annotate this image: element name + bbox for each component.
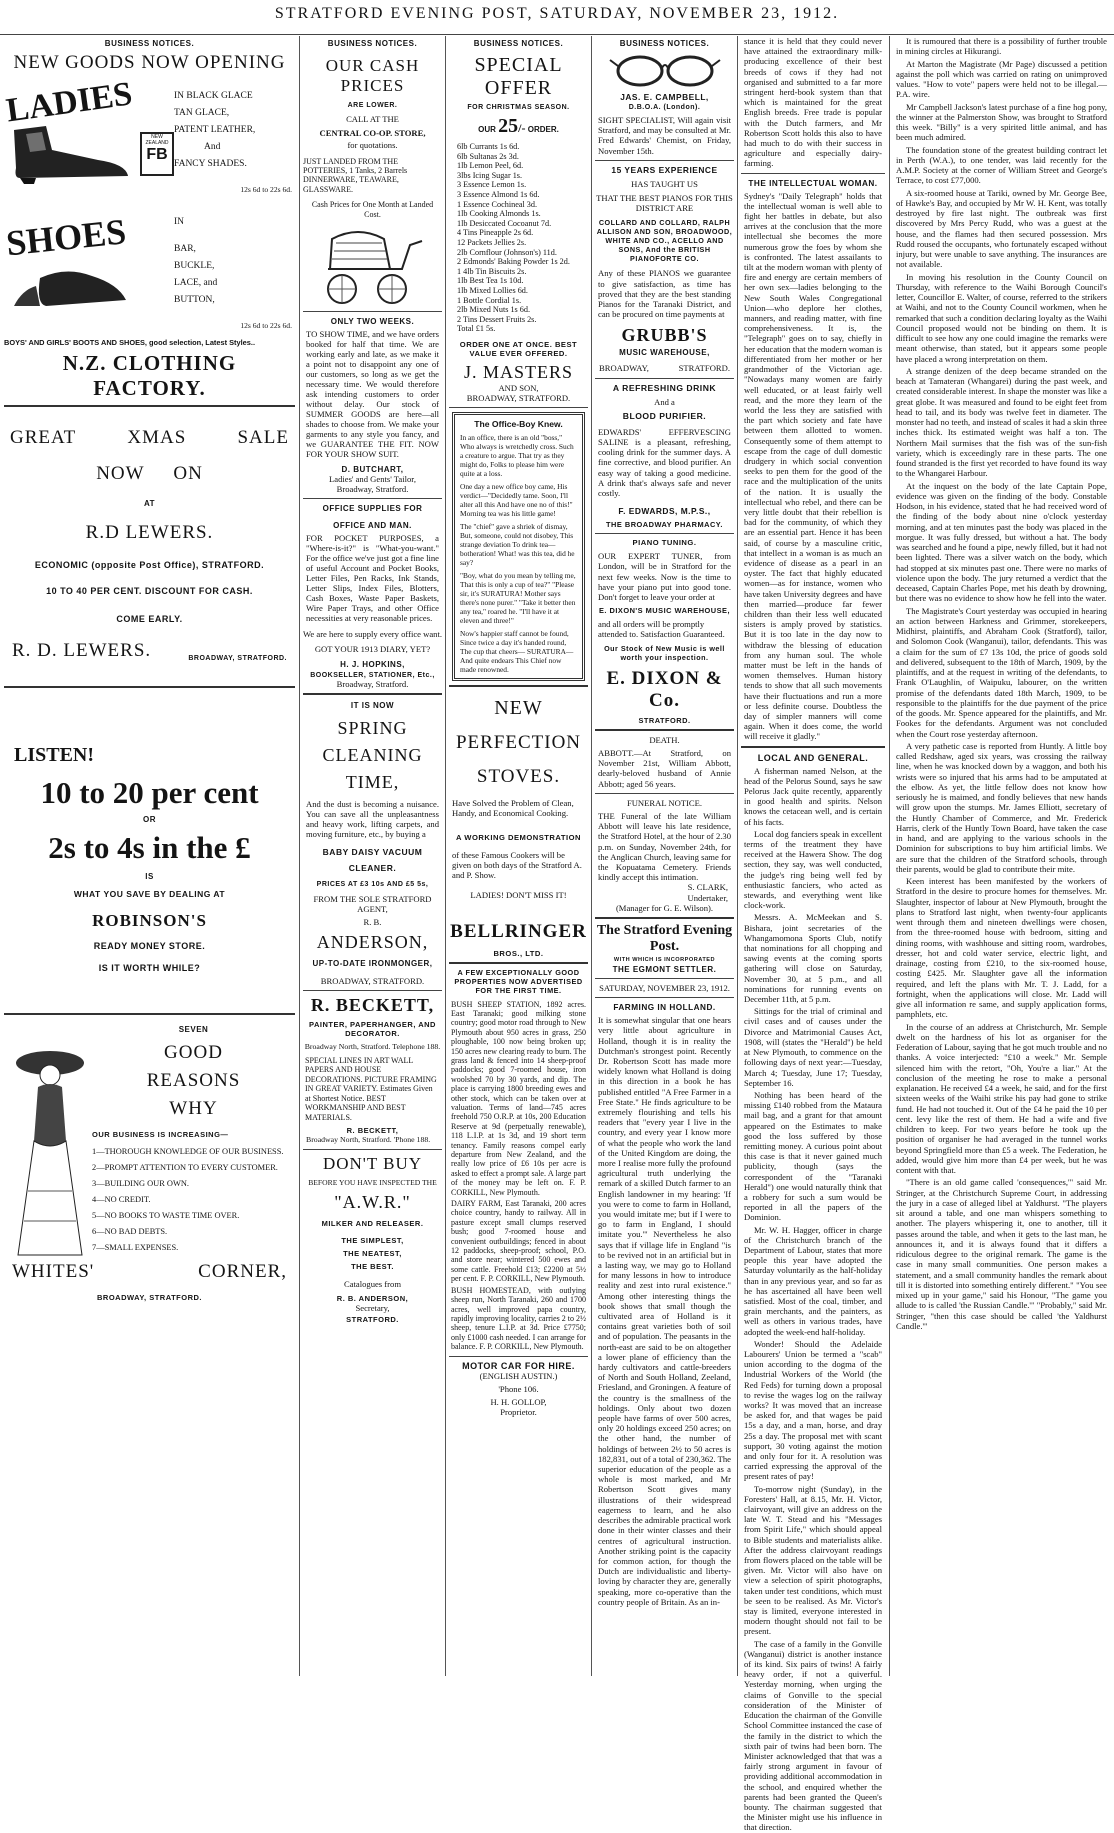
news-paragraph: Mr Campbell Jackson's latest purchase of a fine hog pony, the winner at the Palmerston Show, was brought to Stratford this week. "Billy" is a very spirited little animal, and has been much admired. [896,101,1107,143]
tagline: THE NEATEST, [343,1249,402,1259]
robinsons-ad [4,744,295,973]
product-type: MILKER AND RELEASER. [321,1219,424,1229]
title: Proprietor. [500,1407,537,1418]
style-list [174,88,292,334]
trade: PAINTER, PAPERHANGER, AND DECORATOR. [309,1019,436,1038]
column-6 [893,36,1110,1676]
grocery-item: 2 Tins Dessert Fruits 2s. [457,314,537,324]
poem-verse: One day a new office boy came, His verdict—"Decidedly tame. Soon, I'll alter all this And have one no of this!" Morning tea was his little game! [460,482,573,519]
trade: Ladies' and Gents' Tailor, [329,474,416,485]
column-rule [737,36,738,1676]
ad-headline: SPECIAL [474,54,563,76]
news-paragraph: The foundation stone of the greatest building contract let in Perth (W.A.), to one tender, was laid recently for the A.M.P. Society at the corner of William Street and George's Terrace, to cost £77,000. [896,144,1107,186]
section-label: BUSINESS NOTICES. [619,39,710,48]
news-paragraph: At the inquest on the body of the late Captain Pope, evidence was given on the finding of the body. Constable Hodson, in his evidence, stated that he had received word of the finding of the body about nine o'clock yesterday morning, and at ten minutes past the body was placed in the morgue. It was fully dressed, but without a hat. The body was searched and he found a pipe, newly filled, but it had not been lighted. There was a silver watch on the body, which had stopped at six minutes past one. There were no marks of violence upon the body. The jury returned a verdict that the deceased, Captain Charles Pope, met his death by drowning, but there was no evidence to show how he fell into the water. [896,480,1107,604]
ad-headline: GOOD [164,1042,223,1063]
ad-headline: STOVES. [476,766,561,788]
local-news-list [744,766,882,1833]
grocery-item: 3 Essence Lemon 1s. [457,180,527,190]
signature: (Manager for G. E. Wilson). [615,902,714,913]
bros: BROS., LTD. [493,948,544,958]
incorporated-line: WITH WHICH IS INCORPORATED [613,956,716,963]
shop: THE BROADWAY PHARMACY. [606,520,723,530]
ad-body: Have Solved the Problem of Clean, Handy, and Economical Cooking. [452,798,574,819]
headline-word: NOW [96,463,145,484]
brand-badge [140,132,174,176]
section-label: BUSINESS NOTICES. [104,39,195,48]
advertiser-name: ANDERSON, [316,931,429,952]
ad-body: and all orders will be promptly attended to. Satisfaction Guaranteed. [598,619,725,640]
address: Broadway North, Stratford. Telephone 188. [304,1041,441,1051]
grocery-item: 1lb Cooking Almonds 1s. [457,209,541,219]
property-listing: BUSH HOMESTEAD, with outlying sheep run, North Taranaki, 260 and 1700 acres, well improved papa country, rapidly improving locality, carries 2 to 2½ sheep, tenure L.I.P. at 3d. Price £7750; only £1000 cash needed. I can arrange for balance. F. P. CORKILL, New Plymouth. [451,1285,587,1352]
grocery-item: 1lb Best Tea 1s 10d. [457,276,524,286]
ad-body: And the dust is becoming a nuisance. You can save all the unpleasantness and heavy work, lifting carpets, and moving furniture, etc., by buying a [306,799,439,840]
ad-headline: PRICES [340,76,405,95]
firm-row [12,1261,287,1283]
cash-notice: Cash Prices for One Month at Landed Cost. [311,200,434,219]
product-name: "A.W.R." [334,1192,411,1213]
qualification: D.B.O.A. (London). [628,104,701,111]
coop-ad [303,56,442,307]
address: Broadway, Stratford. [336,678,409,689]
grocery-item: 3lbs Icing Sugar 1s. [457,170,523,180]
section-label: BUSINESS NOTICES. [327,39,418,48]
grocery-item: 6lb Sultanas 2s 3d. [457,151,519,161]
poem-title: The Office-Boy Knew. [474,419,563,430]
news-paragraphs [896,36,1107,1331]
style-item: IN [174,217,185,227]
store-name: CENTRAL CO-OP. STORE, [319,128,426,139]
boys-girls-line: BOYS' AND GIRLS' BOOTS AND SHOES, good selection, Latest Styles.. [4,338,256,347]
news-paragraph: At Marton the Magistrate (Mr Page) discussed a petition against the poll which was carried on rating on unimproved values. "How to vote" papers were held not to be illegal.—P.A. wire. [896,58,1107,100]
is-label: IS [145,872,154,881]
trade: UP-TO-DATE IRONMONGER, [312,958,433,968]
or-label: OR [143,815,156,824]
style-item: BUTTON, [174,295,215,305]
phone: 'Phone 106. [498,1383,539,1394]
price: 12s 6d to 22s 6d. [240,185,292,194]
tagline: THE SIMPLEST, [341,1236,404,1246]
order-label: ORDER. [527,125,559,134]
news-paragraph: In the course of an address at Christchurch, Mr. Semple dwelt on the hardness of his lot as organiser for the Federation of Labour, saying that he got much trouble and no thanks. A voice interjected: "£10 a week." Mr. Semple silenced him with the retort, "Oh, You're a liar." At the conclusion of the meeting he rose to make a personal explanation. He received £4 a week, he said, and for the first sixteen weeks of the Waihi strike his pay had gone to strike fund. He had not touched it. Out of the £4 he paid the 10 per cent. levy like the rest of them. He had a wife and five children to keep. For two years before he took up the position of organiser he had averaged in the tunnel works beyond Springfield more than £5 a week. The Federation, he added, would give him more than £4 per week, but he was content with that. [896,1021,1107,1175]
advertiser-name: GRUBB'S [621,325,708,346]
news-paragraph: Wonder! Should the Adelaide Labourers' Union be termed a "scab" union according to the dogma of the Industrial Workers of the World (the Red Feds) for turning down a proposal to revise the wages log on the railway works? It was moved that an increase be asked for, and that wages be paid 15s a day, and a man, horse, and dray 25s a day. The proposal met with scant support, 30 voting against the motion and only four for it. A resolution was carried expressing the approval of the present rates of pay! [744,1338,882,1482]
column-5 [741,36,885,1833]
beckett-ad [303,995,442,1145]
article-heading: THE INTELLECTUAL WOMAN. [748,178,878,188]
advertiser-name: E. DIXON & Co. [606,667,723,711]
advertiser-name: N.Z. CLOTHING FACTORY. [62,351,237,400]
news-paragraph: It is rumoured that there is a possibility of further trouble in mining circles at Hikurangi. [896,36,1107,57]
shoes-lettering: SHOES [4,211,128,264]
sub-line: HAS TAUGHT US [631,178,698,189]
headline-word: ON [173,463,203,484]
shop: E. DIXON'S MUSIC WAREHOUSE, [598,606,731,616]
column-rule [889,36,890,1676]
column-3 [449,36,588,1676]
grubbs-ad [595,165,734,374]
offer-line: ORDER ONE AT ONCE. BEST VALUE EVER OFFERED. [459,339,578,358]
address: BROADWAY, [599,363,649,374]
issue-date: SATURDAY, NOVEMBER 23, 1912. [599,982,730,993]
ad-headline: CLEANING [322,745,423,766]
advertiser-name: R. B. ANDERSON, [336,1293,409,1303]
advertiser-name: H. J. HOPKINS, [340,659,405,669]
ad-headline [4,427,295,449]
lady-illustration-icon [8,1041,92,1261]
demo-headline: A WORKING DEMONSTRATION [456,832,581,842]
grocery-item: 1 Essence Cochineal 3d. [457,199,538,209]
reason-item: 7—SMALL EXPENSES. [92,1243,179,1252]
butchart-ad [303,317,442,494]
come-early: COME EARLY. [116,614,183,624]
property-listing: BUSH SHEEP STATION, 1892 acres. East Taranaki; good milking stone country; good motor road through to New Plymouth about 950 acres in grass, 250 ploughable, 100 now being broken up; 150 acres new clearing ready to burn. The grass land & fenced into 14 sheep-proof paddocks; good 7-roomed house, iron woolshed 70 by 30 yards, and dip. The place is carrying 1800 breeding ewes and other stock, which can be taken over at valuation. Terms of land—745 acres freehold 750 O.R.P. at 10s, 200 Education Reserve at 9d (perpetually renewable), 118 L.I.P. at 1s 3d, and 19 short term tenancy. Family reasons compel early departure from New Zealand, and the really low price of £6 10s per acre is asked to effect a prompt sale. A large part of the money may be left on. F. P. CORKILL, New Plymouth. [451,999,586,1197]
demo-body: of these Famous Cookers will be given on both days of the Stratford A. and P. Show. [452,849,582,881]
advertiser-name: R.D LEWERS. [85,522,214,543]
ad-headline [4,463,295,485]
edwards-ad [595,383,734,530]
grocery-item: Total £1 5s. [457,324,496,334]
column-rule [591,36,592,1676]
sub-line: THAT THE BEST PIANOS FOR THIS DISTRICT ARE [596,193,733,214]
news-paragraph: A fisherman named Nelson, at the head of the Pelorus Sound, says he saw Pelorus Jack quite recently, apparently in good health and spirits. Nelson knows the cetacean well, and is certain of his facts. [744,765,882,827]
ad-body: OUR EXPERT TUNER, from London, will be in Stratford for the next few weeks. Now is the time to have your piano put into good tone. Don't forget to leave your order at [598,551,731,603]
miss-line: LADIES! DON'T MISS IT! [470,890,567,901]
sub-line: (ENGLISH AUSTIN.) [479,1370,558,1381]
news-paragraph: "There is an old game called 'consequences,'" said Mr. Stringer, at the Christchurch Supreme Court, in addressing the jury in a case of alleged libel at Yaldhurst. "The players sit around a table, and one man whispers something to another. The players whispering it, one to another, till it passes around the table, and when it gets to the last man, he announces it, and it is always found that it differs a ridiculous degree to the original remark. The game is the case in many small communities. One person makes a statement, and a small community handles the remark about till it is distorted into something entirely different." "You see mixed up in your game," said his Honour, "The game you allude to is called 'the Russian Candle.'" "Probably," said Mr. Stringer, "then this case should be called 'the Yaldhurst Candle.'" [896,1177,1107,1331]
news-paragraph: A six-roomed house at Tariki, owned by Mr. George Bee, of Hawke's Bay, and occupied by Mr W. H. Kent, was totally destroyed by fire last night. The outbreak was first discovered by Mrs Percy Rudd, who was a guest at the house, and the flames had then secured possession. Mrs Rudd roused the occupants, who fortunately escaped without injury, but were unable to save anything. The insurances are not available. [896,187,1107,270]
poem-verse: Now's happier staff cannot be found, Since twice a day it's handed round, The cup that cheers— SURATURA— And quite endears This Chief now made renowned. [460,629,574,675]
stock-line: Our Stock of New Music is well worth your inspection. [604,643,725,662]
news-paragraph: Local dog fanciers speak in excellent terms of the treatment they have received at the Hawera Show. The dog section, they say, was well conducted, the judge's ring being well fed by enthusiastic fanciers, who acted as stewards, and everything went like clock-work. [744,828,882,911]
grocery-list [457,142,580,334]
prices: PRICES AT £3 10s AND £5 5s, [316,881,429,889]
shoe-illustration-icon [6,256,132,314]
ad-body: TO SHOW TIME, and we have orders booked for half that time. We are working early and late, as we make it a point not to disappoint any one of our customers, so long as we get the necessary time. We would therefore ask intending customers to order without delay. Our stock of SUMMER GOODS are here—all shades to choose from. We make your garments to any style you fancy, and we GUARANTEE THE FIT. NOW FOR YOUR SHOW SUIT. [306,329,439,460]
catalogue-line: Catalogues from [343,1279,402,1290]
advertiser-name: F. EDWARDS, M.P.S., [618,506,711,517]
ladies-lettering: LADIES [3,75,135,130]
death-notice [595,735,734,789]
price: 12s 6d to 22s 6d. [240,321,292,330]
address: Broadway, Stratford. [336,484,409,495]
advertiser-name: R. BECKETT, [310,994,435,1015]
news-paragraph: A very pathetic case is reported from Huntly. A little boy called Redshaw, aged six years, was crossing the railway line, when he was knocked down by a waggon, and both his wrists were so injured that his arms had to be amputated at the elbow. As yet, the little fellow does not know how seriously he is maimed, and fondly believes that new hands will grow upon the stumps. Mr. James Elliott, secretary of the Huntly Chamber of Commerce, and Mr. Frederick Harris, clerk of the Huntly Town Board, have taken the case in hand, and are applying to the various schools in the Dominion for subscriptions to buy him artificial limbs. We are sure that the children of the Stratford schools, through their parents, would be glad to contribute their mite. [896,740,1107,874]
advertiser-name: CORNER, [198,1261,287,1282]
sub-line: And a [654,396,675,407]
product: CLEANER. [348,863,397,874]
ad-headline: OFFICE SUPPLIES FOR [322,504,423,514]
discount-range: 2s to 4s in the £ [48,830,251,865]
advertiser-name: H. H. GOLLOP, [490,1396,547,1407]
grocery-item: 2lb Cornflour (Johnson's) 11d. [457,247,557,257]
order-number: 25 [498,115,519,137]
nz-clothing-ad [4,52,295,401]
ad-headline: SPRING [337,718,408,739]
and-son: AND SON, [498,382,539,393]
notice-heading: FUNERAL NOTICE. [626,797,703,808]
signature: S. CLARK, [687,882,728,893]
advertiser-name: D. BUTCHART, [341,465,404,475]
advertiser-name: JAS. E. CAMPBELL, [620,92,709,102]
signature: R. BECKETT, [346,1125,399,1135]
ad-headline: REASONS [146,1070,241,1091]
reason-item: 2—PROMPT ATTENTION TO EVERY CUSTOMER. [92,1163,278,1172]
initials: R. B. [363,917,382,928]
grocery-item: 1lb Desiccated Cocoanut 7d. [457,218,552,228]
address: STRATFORD. [678,363,730,374]
discount: 10 TO 40 PER CENT. DISCOUNT FOR CASH. [46,586,253,596]
article-body: It is somewhat singular that one hears very little about agriculture in Holland, though it is in reality the Dutchman's strongest point. Recently Dr. Robertson Scott has made more widely known what Holland is doing in this direction in a book he has published entitled "A Free Farmer in a Free State." He finds agriculture to be extremely flourishing and tells his readers that "every year I live in the country, and every year I know more of what the people who work the land of the United Kingdom are doing, the more I realise more fully the profound agricultural truth underlying the remark of a skilled Dutch farmer to an English landowner in my hearing: 'If you were to come to farm in Holland, you would imitate me; but if I were to go to farm in England, I should imitate you.'" Nevertheless he also says that if village life in England "is to be revived not in an artificial but in a lasting way, we may go to Holland for many lessons in how to introduce reality and zest into rural existence." Among other interesting things the book shows that small though the cultivated area of Holland is it contains great varieties both of soil and of population. The peasants in the north-east are said to be on altogether a lower plane of efficiency than the hardy cultivators and cattle-breeders of North and South Holland, Zeeland, Friesland, and Groningen. A feature of the country is the smallness of the holdings. Only about two dozen people have farms of over 500 acres, only 20 holdings exceed 250 acres; on the other hand, the number of holdings of between 2½ to 50 acres is 182,831, out of a total of 230,362. The superior education of the people as a whole is most marked, and Mr Robertson Scott gives many illustrations of their widespread eagerness to learn, and he also describes the admirable practical work done in their winter classes and their centres of agricultural instruction. Another striking point is the capacity for common action, for though the Dutch are individualistic and liberty-loving by character they are, generally speaking, more co-operative than the country people of Britain. As an in- [598,1015,731,1607]
address: BROADWAY, STRATFORD. [96,1293,202,1302]
ad-body: Any of these PIANOS we guarantee to give satisfaction, as time has proved that they are the best standing Pianos for the Taranaki District, and can be procured on time payments at [598,268,731,320]
bellringer-ad [449,697,588,957]
address: STRATFORD. [346,1314,399,1324]
whites-ad [4,1025,295,1302]
news-paragraph: The Magistrate's Court yesterday was occupied in hearing an action between Harkness and Grimmer, storekeepers, Midhirst, plaintiffs, and Abraham Cook (Stratford), tailor, and Solomon Cook (Wanganui), tailor, defendants. This was a claim for the sum of £7 13s 10d, the price of goods sold and delivered, subsequent to the 18th of March, 1909, by the plaintiffs, and at the request in writing of the defendants, to Frank O'Laughlin, of Waipuku, labourer, on the written promise of the defendants dated 18th March, 1909, to be responsible to the plaintiffs for the due payment of the price of the goods. Mr. Spence appeared for the plaintiffs, and Mr. Fookes for the defendants. Argument was not concluded when the Court rose yesterday afternoon. [896,605,1107,739]
style-item: BUCKLE, [174,261,215,271]
ad-headline: A FEW EXCEPTIONALLY GOOD PROPERTIES NOW ADVERTISED FOR THE FIRST TIME. [454,967,583,995]
reason-item: 6—NO BAD DEBTS. [92,1227,168,1236]
news-paragraph: Mr. W. H. Hagger, officer in charge of the Christchurch branch of the Department of Labour, states that more people this year have adopted the Saturday voluntarily as the half-holiday than in any previous year, and so far as he has ascertained all have been well satisfied. Most of the coal, timber, and grain merchants, and the painters, as well as others in various trades, have adopted the week-end half-holiday. [744,1224,882,1337]
ad-headline: 15 YEARS EXPERIENCE [611,164,718,175]
grocery-item: 6lb Currants 1s 6d. [457,142,520,151]
reasons-list [92,1147,295,1253]
column-rule [299,36,300,1676]
ad-headline: MOTOR CAR FOR HIRE. [462,1360,575,1371]
ad-headline: TIME, [345,772,400,793]
shop: MUSIC WAREHOUSE, [619,348,710,358]
save-line: WHAT YOU SAVE BY DEALING AT [73,889,226,899]
masters-ad [449,54,588,403]
agent-line: FROM THE SOLE STRATFORD AGENT, [313,894,432,915]
address: BROADWAY, STRATFORD. [188,655,287,662]
product: BABY DAISY VACUUM [322,847,423,858]
anderson-ad [303,701,442,986]
ad-headline: LISTEN! [14,744,95,766]
order-line: OUR 25/- ORDER. [478,115,559,137]
column-4 [595,36,734,1676]
news-paragraph: A strange denizen of the deep became stranded on the beach at Tamateran (Whangarei) during the past week, and created considerable interest. In shape the monster was like a great globe. It was measured and found to be eight feet from head to tail, and its body was twelve feet in diameter. The monster had no teeth, and instead of scales it had a skin three inches thick. Its estimated weight was half a ton. The Northern Mail surmises that the fish was of the sun-fish variety, which is exceedingly rare in these parts. The one found stranded is the first yet recorded to have found its way to the Whangarei Harbour. [896,365,1107,479]
awr-ad [303,1154,442,1324]
ad-body: FOR POCKET PURPOSES, a "Where-is-it?" is "What-you-want." For the office we've just got a fine line of useful Account and Pocket Books, Letter Files, Pen Racks, Ink Stands, Letter Slips, Index Files, Blotters, Cash Boxes, Waste Paper Baskets, Wire Paper Trays, and other Office necessities at very reasonable prices. [306,533,439,624]
news-paragraph: Messrs. A. McMeekan and S. Bishara, joint secretaries of the Whangamomona Sports Club, notify that nominations for all chopping and sawing events at the coming sports gathering will close on Saturday, November 30, at 5 p.m., and all nominations for running events on December 11th, at 5 p.m. [744,912,882,1005]
sub-line: IT IS NOW [350,701,395,711]
poem-verse: "Boy, what do you mean by telling me, That this is only a cup of tea?" "Please sir, it's SURATURA! Mother says there's none purer." "Take it better then any tea," roared he. "I'll have it at eleven and three!" [460,571,576,626]
discount-range: 10 to 20 per cent [40,775,259,810]
paper-title: The Stratford Evening Post. [596,922,733,954]
headline-word: XMAS [127,427,187,448]
address: BROADWAY, STRATFORD. [320,975,425,986]
ad-headline: ONLY TWO WEEKS. [330,317,415,327]
signature-row [12,640,287,662]
paper-nameplate [595,923,734,998]
section-label: BUSINESS NOTICES. [473,39,564,48]
style-item: BAR, [174,244,196,254]
ad-headline: NEW [494,697,543,720]
order-label: OUR [478,125,496,134]
grocery-item: 3 Essence Almond 1s 6d. [457,189,540,199]
ad-headline: OFFICE AND MAN. [333,521,412,531]
supply-line: We are here to supply every office want. [303,629,442,640]
ad-headline: PIANO TUNING. [632,538,697,548]
advertiser-name: R. D. LEWERS. [12,640,152,661]
address: ECONOMIC (opposite Post Office), STRATFORD. [34,560,265,570]
ad-headline: PERFECTION [455,732,582,754]
article-heading: FARMING IN HOLLAND. [613,1003,716,1013]
grocery-item: 1 4lb Tin Biscuits 2s. [457,266,527,276]
grocery-item: 12 Packets Jellies 2s. [457,237,527,247]
increasing-line: OUR BUSINESS IS INCREASING— [92,1130,229,1139]
headline-word: SALE [237,427,289,448]
notice-heading: DEATH. [649,734,680,745]
news-paragraph: Nothing has been heard of the missing £140 robbed from the Mataura mail bag, and a grant for that amount appeared on the Estimates to make good the loss suffered by those remitting money. A curious point about this case is that it never gained much publicity, though (says the correspondent of the "Taranaki Herald") one would naturally think that a robbery for such a sum would be reported in all the papers of the Dominion. [744,1089,882,1223]
sub-line: BEFORE YOU HAVE INSPECTED THE [308,1178,437,1188]
ad-headline: BLOOD PURIFIER. [622,410,707,421]
ad-body: SIGHT SPECIALIST, Will again visit Stratford, and may be consulted at Mr. Fred Edwards' Chemist, on Friday, November 15th. [598,115,731,156]
address: STRATFORD. [638,715,691,725]
grocery-item: 1lb Mixed Lollies 6d. [457,285,528,295]
hopkins-ad [303,504,442,689]
ad-headline: A REFRESHING DRINK [612,382,717,393]
news-paragraph: The case of a family in the Gonville (Wanganui) district is another instance of its kind. Six pairs of twins! A fairly heavy order, if not a quiverful. Yesterday morning, when urging the claims of Gonville to the special consideration of the Minister of Education the chairman of the Gonville School Committee instanced the case of the family in the district to which the sixth pair of twins had been born. The Minister acknowledged that that was a fairly strong argument in favour of providing additional accommodation in the school, and enquired whether the parents had been granted the Queen's bounty. The chairman suggested that the Minister might use his influence in that direction. [744,1638,882,1833]
store-type: READY MONEY STORE. [93,941,206,951]
article-heading: LOCAL AND GENERAL. [757,752,869,763]
news-paragraph: Keen interest has been manifested by the workers of Stratford in the desire to procure homes for themselves. Mr. Slaughter, inspector of labour at New Plymouth, brought the plans to Stratford last night, when twenty-four applicants went through them and nineteen dwellings were chosen, from the three-roomed house with bedroom, sitting and dining rooms, with washhouse and sitting room, wardrobes, dresser, hot and cold water service, electric light, and drainage, costing from £210, to the six-roomed house, costing £425. Mr. Slaughter gave all the information required, and left the plans with Mr. T. J. Ladd, for a fortnight, when the applications will close. Mr. Ladd will give all information re same, and supply application forms, pamphlets, etc. [896,876,1107,1020]
notice-body: ABBOTT.—At Stratford, on November 21st, William Abbott, dearly-beloved husband of Annie Abbott; aged 56 years. [598,747,731,789]
corkill-ad [449,968,588,1352]
address-row [599,363,730,373]
spectacles-illustration-icon [610,54,720,88]
style-item: LACE, and [174,278,218,288]
style-item: IN BLACK GLACE [174,91,253,101]
style-item: TAN GLACE, [174,108,230,118]
brand-badge-mark: FB [146,146,168,163]
address: Broadway North, Stratford. 'Phone 188. [306,1134,431,1144]
sub-line: FOR CHRISTMAS SEASON. [467,104,570,111]
dixon-ad [595,538,734,724]
news-paragraph: To-morrow night (Sunday), in the Foresters' Hall, at 8.15, Mr. H. Victor, clairvoyant, will give an address on the late W. T. Stead and his "Messages from Spirit Life," which should appeal to Bible students and materialists alike. After the address clairvoyant readings from flowers placed on the table will be given. Mr. Victor will also have on view a selection of spirit photographs, taken under test conditions, which must be seen to be realised. As Mr. Victor's stay is limited, everyone interested in modern thought should not fail to be present. [744,1483,882,1637]
landed-notice: JUST LANDED FROM THE POTTERIES, 1 Tanks, 2 Barrels DINNERWARE, TEAWARE, GLASSWARE. [303,156,408,194]
advertiser-name: J. MASTERS [463,361,574,382]
ad-headline: OUR CASH [325,56,420,75]
trade: BOOKSELLER, STATIONER, Etc., [310,671,435,679]
ad-headline: DON'T BUY [322,1154,423,1174]
article-continuation: stance it is held that they could never have attained the extraordinary milk-producing excellence of their best breeds of cows if they had not organised and submitted to a far more stringent herd-book system than that which is maintained for the great English breeds. Free trade is popular with the Dutch farmers, and Mr Robertson Scott holds this also to have had much to do with their success in agriculture and especially dairy-farming. [744,36,882,169]
pram-illustration-icon [318,225,428,307]
diary-line: GOT YOUR 1913 DIARY, YET? [314,643,431,654]
lewers-ad [4,427,295,662]
style-item: FANCY SHADES. [174,159,247,169]
ad-headline: OFFER [484,77,553,99]
advertiser-name: ROBINSON'S [92,911,207,930]
style-item: And [204,142,221,152]
sub-line: CALL AT THE [346,114,399,124]
gollop-ad [449,1361,588,1418]
poem-verse: In an office, there is an old "boss," Who always is wretchedly cross. Such a creature to argue. That try as they might do, Folks to please him were quite at a loss. [460,433,574,479]
reason-item: 1—THOROUGH KNOWLEDGE OF OUR BUSINESS. [92,1147,284,1156]
reason-item: 3—BUILDING OUR OWN. [92,1179,189,1188]
sub-line: ARE LOWER. [347,102,398,109]
grocery-item: 2lb Mixed Nuts 1s 6d. [457,305,531,315]
seven-label: SEVEN [178,1025,209,1034]
grocery-item: 1 Bottle Cordial 1s. [457,295,522,305]
brand-badge-text: NEW ZEALAND [145,134,169,146]
reason-item: 4—NO CREDIT. [92,1195,151,1204]
ad-headline: NEW GOODS NOW OPENING [13,52,286,73]
news-paragraph: In moving his resolution in the County Council on Thursday, with reference to the Waihi Borough Council's letter, Councillor E. Walter, of course, referred to the strikers at Waihi, and not to the County Council workmen, when he remarked that such a condition declaring loyalty as the Waihi Council proposed would not be binding on them. It is difficult to see how any one could imagine the remarks were meant otherwise, than stated, but it appears some people have placed a wrong interpretation on them. [896,271,1107,364]
column-1 [4,36,295,1676]
advertiser-name: WHITES' [12,1261,95,1282]
column-rule [445,36,446,1676]
poem-verse: The "chief" gave a shriek of dismay, But, someone, could not disobey, This strange deviation To drink tea—botheration! What! was this tea, did he say? [460,522,575,568]
ad-body: EDWARDS' EFFERVESCING SALINE is a pleasant, refreshing, cooling drink for the summer days. A fine corrective, and blood purifier. An easy way of taking a good medicine. A drink that's always safe and never costly. [598,426,731,499]
grocery-item: 2 Edmonds' Baking Powder 1s 2d. [457,257,570,267]
reason-item: 5—NO BOOKS TO WASTE TIME OVER. [92,1211,240,1220]
property-listing: DAIRY FARM, East Taranaki, 200 acres choice country, handy to railway. All in pasture except small clumps reserved bush; good 7-roomed house and convenient outbuildings; fenced in about 12 paddocks, sheep-proof; school, P.O. and store near; wintered 500 ewes and some cattle. Freehold £13; £2200 at 5½ per cent. F. P. CORKILL, New Plymouth. [451,1199,586,1284]
column-2 [303,36,442,1676]
campbell-ad [595,54,734,156]
ad-body: SPECIAL LINES IN ART WALL PAPERS AND HOUSE DECORATIONS. PICTURE FRAMING IN GREAT VARIETY. Estimates Given at Shortest Notice. BEST WORKMANSHIP AND BEST MATERIALS. [305,1056,437,1122]
news-paragraph: Sittings for the trial of criminal and civil cases and of causes under the Divorce and Matrimonial Causes Act, 1908, will (states the "Herald") be held at New Plymouth, to commence on the following days of next year:—Tuesday, March 4; Tuesday, June 17; Tuesday, September 16. [744,1006,882,1088]
grocery-item: 4 Tins Pineapple 2s 6d. [457,228,534,238]
sub-line: for quotations. [347,140,398,151]
style-item: PATENT LEATHER, [174,125,256,135]
poem-box [452,412,585,681]
ad-headline: WHY [169,1098,218,1119]
masthead: STRATFORD EVENING POST, SATURDAY, NOVEMBER 23, 1912. [0,0,1114,35]
maker-list: COLLARD AND COLLARD, RALPH ALLISON AND SON, BROADWOOD, WHITE AND CO., ACELLO AND SONS, And the BRITISH PIANOFORTE CO. [596,218,733,264]
tagline: THE BEST. [351,1262,394,1272]
headline-word: GREAT [10,427,77,448]
egmont-settler: THE EGMONT SETTLER. [612,964,717,974]
funeral-notice [595,798,734,913]
at-label: AT [143,499,156,508]
article-body: Sydney's "Daily Telegraph" holds that the intellectual woman is well able to fight her battles in debate, but also arrives at the conclusion that the more intellectual she becomes the more numerous grow the foes by whom she is confronted. The latest assailants to tilt at the modern woman with plenty of fire and energy are certain members of her own sex—ladies belonging to the New South Wales Congregational Union—who deplore her clothes, manners, and reading matter, with fine comprehensiveness. It is, the "Telegraph" goes on to say, chiefly in her education that the modern woman is differentiated from her mother or her grandmother of the Victorian age. "Nowadays many women are fairly well educated, or at least fairly well read, and the more they learn of the world the less they are satisfied with the part which society and fate have between them allotted to women. Consequently some of them attempt to escape from the cage of dull domestic drudgery in which social convention seeks to pen them for the good of the race and the multiplication of the units of the nation. It is usually the intellectual who rebel, and there can be very little doubt that their rebellion is bad for the community, of which they are an essential part. Hence it has been said, of course by a masculine critic, that intellect in a woman is as much an evidence of disease as a pearl in an oyster. The fact that highly educated women—as for instance, women who have taken University degrees and have then married—produce far fewer children than their less well educated sisters is amply proved by statistics. But it is too late in the day now to withdraw the blessing of education from any human soul. The whole matter must be left in the hands of women themselves. Human history tends to show that all such movements have their fluctuations and run a more or less definite course. Doubtless the day of simpler manners will come again. When it does come, the world will receive it gladly." [744,190,882,742]
boot-illustration-icon [6,120,132,184]
advertiser-name: BELLRINGER [450,920,587,942]
farming-article [595,1003,734,1607]
signature: Undertaker, [687,892,728,903]
grocery-item: 1lb Lemon Peel, 6d. [457,161,524,171]
question: IS IT WORTH WHILE? [98,963,201,973]
address: BROADWAY, STRATFORD. [466,393,571,404]
title: Secretary, [355,1302,390,1313]
notice-body: THE Funeral of the late William Abbott will leave his late residence, the Stratford Hotel, at the hour of 2.30 p.m. on Sunday, November 24th, for the Anglican Church, leaving same for the Kopuatama Cemetery. Friends kindly accept this intimation. [598,810,731,883]
